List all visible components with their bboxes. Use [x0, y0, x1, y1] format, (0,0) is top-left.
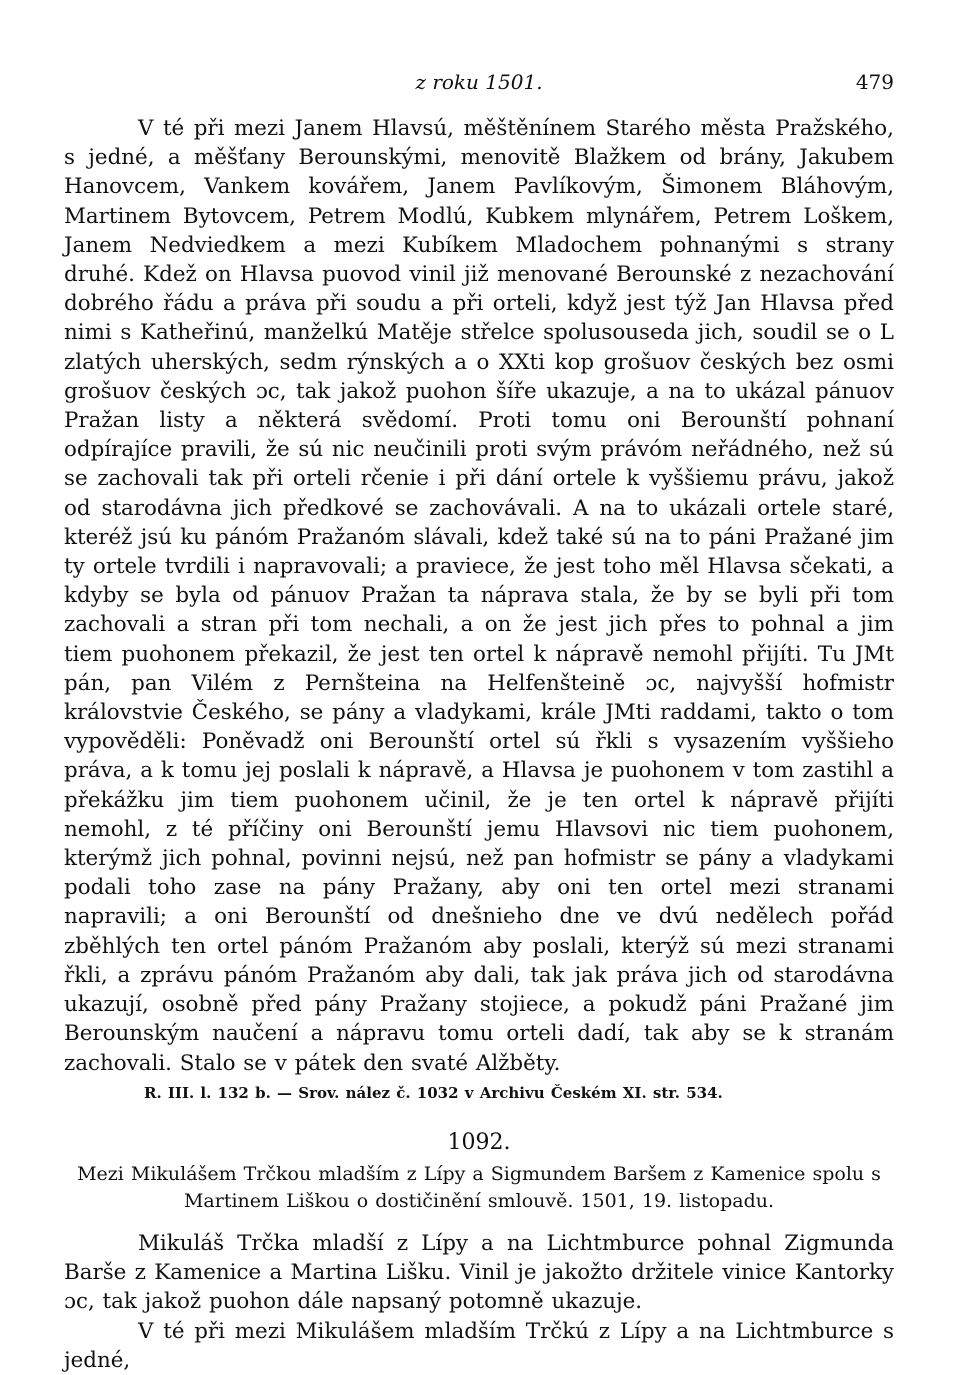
- page-body: [64, 114, 894, 1375]
- document-summary: Mezi Mikulášem Trčkou mladším z Lípy a Sigmundem Baršem z Kamenice spolu s Martinem Liškou o dostičinění smlouvě. 1501, 19. listopadu.: [77, 1162, 881, 1212]
- source-reference: R. III. l. 132 b. — Srov. nález č. 1032 v Archivu Českém XI. str. 534.: [144, 1083, 723, 1102]
- dispute-paragraph: V té při mezi Mikulášem mladším Trčkú z Lípy a na Lichtmburce s jedné,: [64, 1318, 894, 1373]
- page-header: [64, 64, 894, 100]
- running-title: z roku 1501.: [415, 70, 543, 94]
- summons-paragraph: Mikuláš Trčka mladší z Lípy a na Lichtmburce pohnal Zigmunda Barše z Kamenice a Martina Lišku. Vinil je jakožto držitele vinice Kantorky ɔc, tak jakož puohon dále napsaný potomně ukazuje.: [64, 1230, 894, 1315]
- document-number: 1092.: [447, 1129, 511, 1155]
- page-number: 479: [855, 70, 894, 94]
- verdict-paragraph: V té při mezi Janem Hlavsú, měštěnínem Starého města Pražského, s jedné, a měšťany Berounskými, menovitě Blažkem od brány, Jakubem Hanovcem, Vankem kovářem, Janem Pavlíkovým, Šimonem Bláhovým, Martinem Bytovcem, Petrem Modlú, Kubkem mlynářem, Petrem Loškem, Janem Nedviedkem a mezi Kubíkem Mladochem pohnanými s strany druhé. Kdež on Hlavsa puovod vinil již menované Berounské z nezachování dobrého řádu a práva při soudu a při orteli, když jest týž Jan Hlavsa před nimi s Katheřinú, manželkú Matěje střelce spolusouseda jich, soudil se o L zlatých uherských, sedm rýnských a o XXti kop grošuov českých bez osmi grošuov českých ɔc, tak jakož puohon šíře ukazuje, a na to ukázal pánuov Pražan listy a některá svědomí. Proti tomu oni Berounští pohnaní odpírajíce pravili, že sú nic neučinili proti svým právóm neřádného, než sú se zachovali tak při orteli rčenie i při dání ortele k vyššiemu právu, jakož od starodávna jich předkové se zachovávali. A na to ukázali ortele staré, kteréž jsú ku pánóm Pražanóm slávali, kdež také sú na to páni Pražané jim ty ortele tvrdili i napravovali; a praviece, že jest toho měl Hlavsa sčekati, a kdyby se byla od pánuov Pražan ta náprava stala, že by se byli při tom zachovali a stran při tom nechali, a on že jest jich přes to pohnal a jim tiem puohonem překazil, že jest ten ortel k nápravě nemohl přijíti. Tu JMt pán, pan Vilém z Pernšteina na Helfenšteině ɔc, najvyšší hofmistr královstvie Českého, se pány a vladykami, krále JMti raddami, takto o tom vypověděli: Poněvadž oni Berounští ortel sú řkli s vysazením vyššieho práva, a k tomu jej poslali k nápravě, a Hlavsa je puohonem v tom zastihl a překážku jim tiem puohonem učinil, že je ten ortel k nápravě přijíti nemohl, z té příčiny oni Berounští jemu Hlavsovi nic tiem puohonem, kterýmž jich pohnal, povinni nejsú, než pan hofmistr se pány a vladykami podali toho zase na pány Pražany, aby oni ten ortel mezi stranami napravili; a oni Berounští od dnešnieho dne ve dvú nedělech pořád zběhlých ten ortel pánóm Pražanóm aby poslali, kterýž sú mezi stranami řkli, a zprávu pánóm Pražanóm aby dali, tak jak práva jich od starodávna ukazují, osobně před pány Pražany stojiece, a pokudž páni Pražané jim Berounským naučení a nápravu tomu orteli dadí, tak aby se k stranám zachovali. Stalo se v pátek den svaté Alžběty.: [64, 116, 894, 1076]
